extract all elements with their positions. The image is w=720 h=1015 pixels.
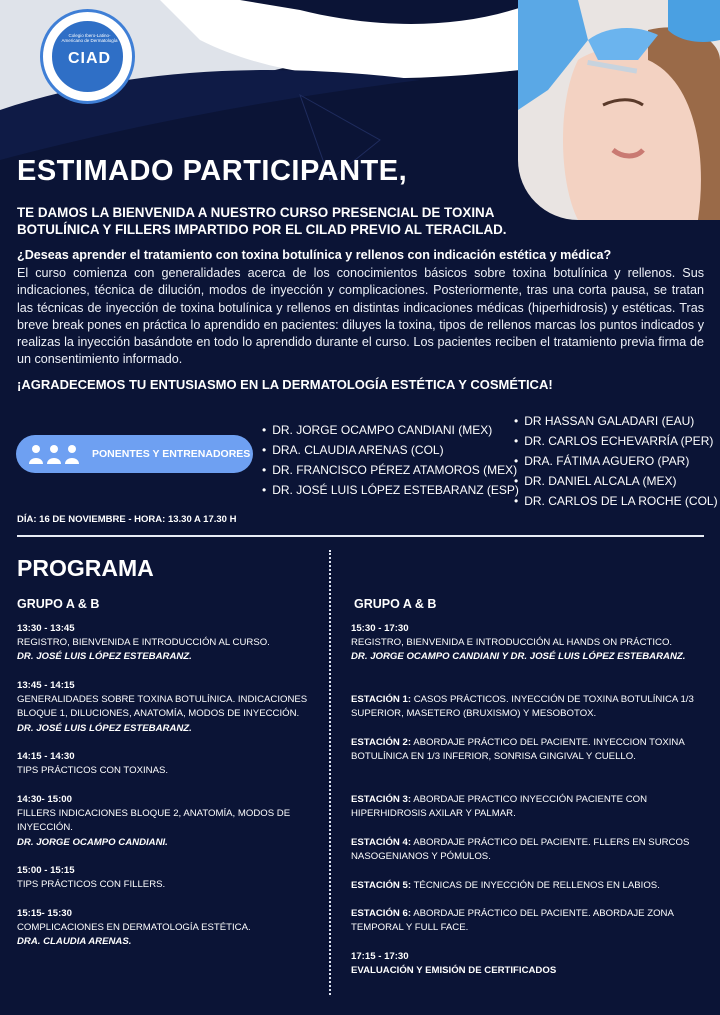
date-time-line: DÍA: 16 DE NOVIEMBRE - HORA: 13.30 A 17.30 H xyxy=(17,514,237,525)
station-label: ESTACIÓN 2: xyxy=(351,737,412,748)
station-text: ABORDAJE PRÁCTICO DEL PACIENTE. FLLERS EN SURCOS NASOGENIANOS Y PÓMULOS. xyxy=(351,837,690,863)
station-item xyxy=(351,836,696,864)
schedule-text: EVALUACIÓN Y EMISIÓN DE CERTIFICADOS xyxy=(351,965,557,977)
course-description: El curso comienza con generalidades acerca de los conocimientos básicos sobre toxina botulínica y rellenos. Sus indicaciones, técnica de dilución, modos de inyección y complicaciones. Posteriormente, tras una corta pausa, se tratan las técnicas de inyección de toxina botulínica y rellenos en distintas indicaciones médicas (hiperhidrosis) y estéticas. Tras breve break pones en práctica lo aprendido en pacientes: diluyes la toxina, tipos de rellenos marcas los puntos indicados y realizas la inyección basándote en todo lo aprendido durante el curso. Los pacientes reciben el tratamiento previa firma de un consentimiento informado. xyxy=(17,266,704,367)
schedule-speaker: DR. JOSÉ LUIS LÓPEZ ESTEBARANZ. xyxy=(17,722,192,734)
station-label: ESTACIÓN 1: xyxy=(351,694,412,705)
page-title: ESTIMADO PARTICIPANTE, xyxy=(17,155,408,187)
station-text: TÉCNICAS DE INYECCIÓN DE RELLENOS EN LABIOS. xyxy=(413,880,660,891)
station-item xyxy=(351,793,696,821)
schedule-speaker: DR. JORGE OCAMPO CANDIANI. xyxy=(17,836,168,848)
schedule-text: REGISTRO, BIENVENIDA E INTRODUCCIÓN AL HANDS ON PRÁCTICO. xyxy=(351,637,673,649)
schedule-item xyxy=(351,622,701,665)
station-label: ESTACIÓN 5: xyxy=(351,880,412,891)
logo-text: CIAD xyxy=(67,50,112,67)
schedule-item xyxy=(17,679,317,736)
station-item xyxy=(351,907,696,935)
schedule-text: TIPS PRÁCTICOS CON TOXINAS. xyxy=(17,765,169,777)
speakers-list-1 xyxy=(262,420,519,500)
logo-arc-text: Colegio Ibero-Latino-Americano de Dermatología xyxy=(61,33,118,43)
speaker-item: • DR. CARLOS ECHEVARRÍA (PER) xyxy=(514,431,718,451)
schedule-time: 15:15- 15:30 xyxy=(17,908,72,919)
section-divider xyxy=(17,535,704,537)
schedule-item xyxy=(17,793,317,850)
speaker-item: • DR. JOSÉ LUIS LÓPEZ ESTEBARANZ (ESP) xyxy=(262,480,519,500)
speaker-item: • DRA. FÁTIMA AGUERO (PAR) xyxy=(514,451,718,471)
schedule-text: GENERALIDADES SOBRE TOXINA BOTULÍNICA. INDICACIONES BLOQUE 1, DILUCIONES, ANATOMÍA, MODOS DE INYECCIÓN. xyxy=(17,694,308,720)
speakers-label-pill xyxy=(16,435,253,473)
speaker-item: • DR. JORGE OCAMPO CANDIANI (MEX) xyxy=(262,420,519,440)
welcome-text: TE DAMOS LA BIENVENIDA A NUESTRO CURSO PRESENCIAL DE TOXINA BOTULÍNICA Y FILLERS IMPARTIDO POR EL CILAD PREVIO AL TERACILAD. xyxy=(17,205,507,237)
people-icon xyxy=(28,443,80,465)
schedule-speaker: DR. JOSÉ LUIS LÓPEZ ESTEBARANZ. xyxy=(17,651,192,663)
schedule-item xyxy=(17,750,317,778)
schedule-time: 15:30 - 17:30 xyxy=(351,623,409,634)
speaker-item: • DR. CARLOS DE LA ROCHE (COL) xyxy=(514,491,718,511)
left-group-title: GRUPO A & B xyxy=(17,597,100,611)
thanks-text: ¡AGRADECEMOS TU ENTUSIASMO EN LA DERMATOLOGÍA ESTÉTICA Y COSMÉTICA! xyxy=(17,377,553,392)
intro-question: ¿Deseas aprender el tratamiento con toxina botulínica y rellenos con indicación estética y médica? xyxy=(17,248,612,262)
station-item xyxy=(351,736,696,764)
speaker-item: • DR. DANIEL ALCALA (MEX) xyxy=(514,471,718,491)
station-text: ABORDAJE PRACTICO INYECCIÓN PACIENTE CON HIPERHIDROSIS AXILAR Y PALMAR. xyxy=(351,794,648,820)
station-text: CASOS PRÁCTICOS. INYECCIÓN DE TOXINA BOTULÍNICA 1/3 SUPERIOR, MASETERO (BRUXISMO) Y MESOBOTOX. xyxy=(351,694,694,720)
schedule-time: 15:00 - 15:15 xyxy=(17,865,75,876)
schedule-time: 13:45 - 14:15 xyxy=(17,680,75,691)
schedule-item xyxy=(17,907,317,950)
schedule-speaker: DRA. CLAUDIA ARENAS. xyxy=(17,936,132,948)
schedule-speaker: DR. JORGE OCAMPO CANDIANI Y DR. JOSÉ LUIS LÓPEZ ESTEBARANZ. xyxy=(351,651,686,663)
right-group-title: GRUPO A & B xyxy=(354,597,437,611)
speaker-item: • DR HASSAN GALADARI (EAU) xyxy=(514,411,718,431)
station-text: ABORDAJE PRÁCTICO DEL PACIENTE. INYECCION TOXINA BOTULÍNICA EN 1/3 INFERIOR, SONRISA GINGIVAL Y CUELLO. xyxy=(351,737,685,763)
station-label: ESTACIÓN 3: xyxy=(351,794,412,805)
header-photo xyxy=(518,0,720,220)
station-item xyxy=(351,693,696,721)
station-label: ESTACIÓN 6: xyxy=(351,908,412,919)
speaker-item: • DR. FRANCISCO PÉREZ ATAMOROS (MEX) xyxy=(262,460,519,480)
column-divider xyxy=(329,550,331,995)
schedule-text: FILLERS INDICACIONES BLOQUE 2, ANATOMÍA, MODOS DE INYECCIÓN. xyxy=(17,808,291,834)
schedule-text: REGISTRO, BIENVENIDA E INTRODUCCIÓN AL CURSO. xyxy=(17,637,270,649)
schedule-text: COMPLICACIONES EN DERMATOLOGÍA ESTÉTICA. xyxy=(17,922,251,934)
schedule-item xyxy=(351,950,696,978)
schedule-text: TIPS PRÁCTICOS CON FILLERS. xyxy=(17,879,166,891)
schedule-item xyxy=(17,864,317,892)
program-title: PROGRAMA xyxy=(17,555,154,581)
station-item xyxy=(351,879,696,893)
schedule-item xyxy=(17,622,317,665)
cilad-logo xyxy=(40,9,135,104)
station-label: ESTACIÓN 4: xyxy=(351,837,412,848)
schedule-time: 13:30 - 13:45 xyxy=(17,623,75,634)
schedule-time: 14:15 - 14:30 xyxy=(17,751,75,762)
station-text: ABORDAJE PRÁCTICO DEL PACIENTE. ABORDAJE ZONA TEMPORAL Y FULL FACE. xyxy=(351,908,674,934)
schedule-time: 14:30- 15:00 xyxy=(17,794,72,805)
schedule-time: 17:15 - 17:30 xyxy=(351,951,409,962)
speakers-list-2 xyxy=(514,411,718,511)
speakers-label: PONENTES Y ENTRENADORES xyxy=(92,448,251,460)
speaker-item: • DRA. CLAUDIA ARENAS (COL) xyxy=(262,440,519,460)
